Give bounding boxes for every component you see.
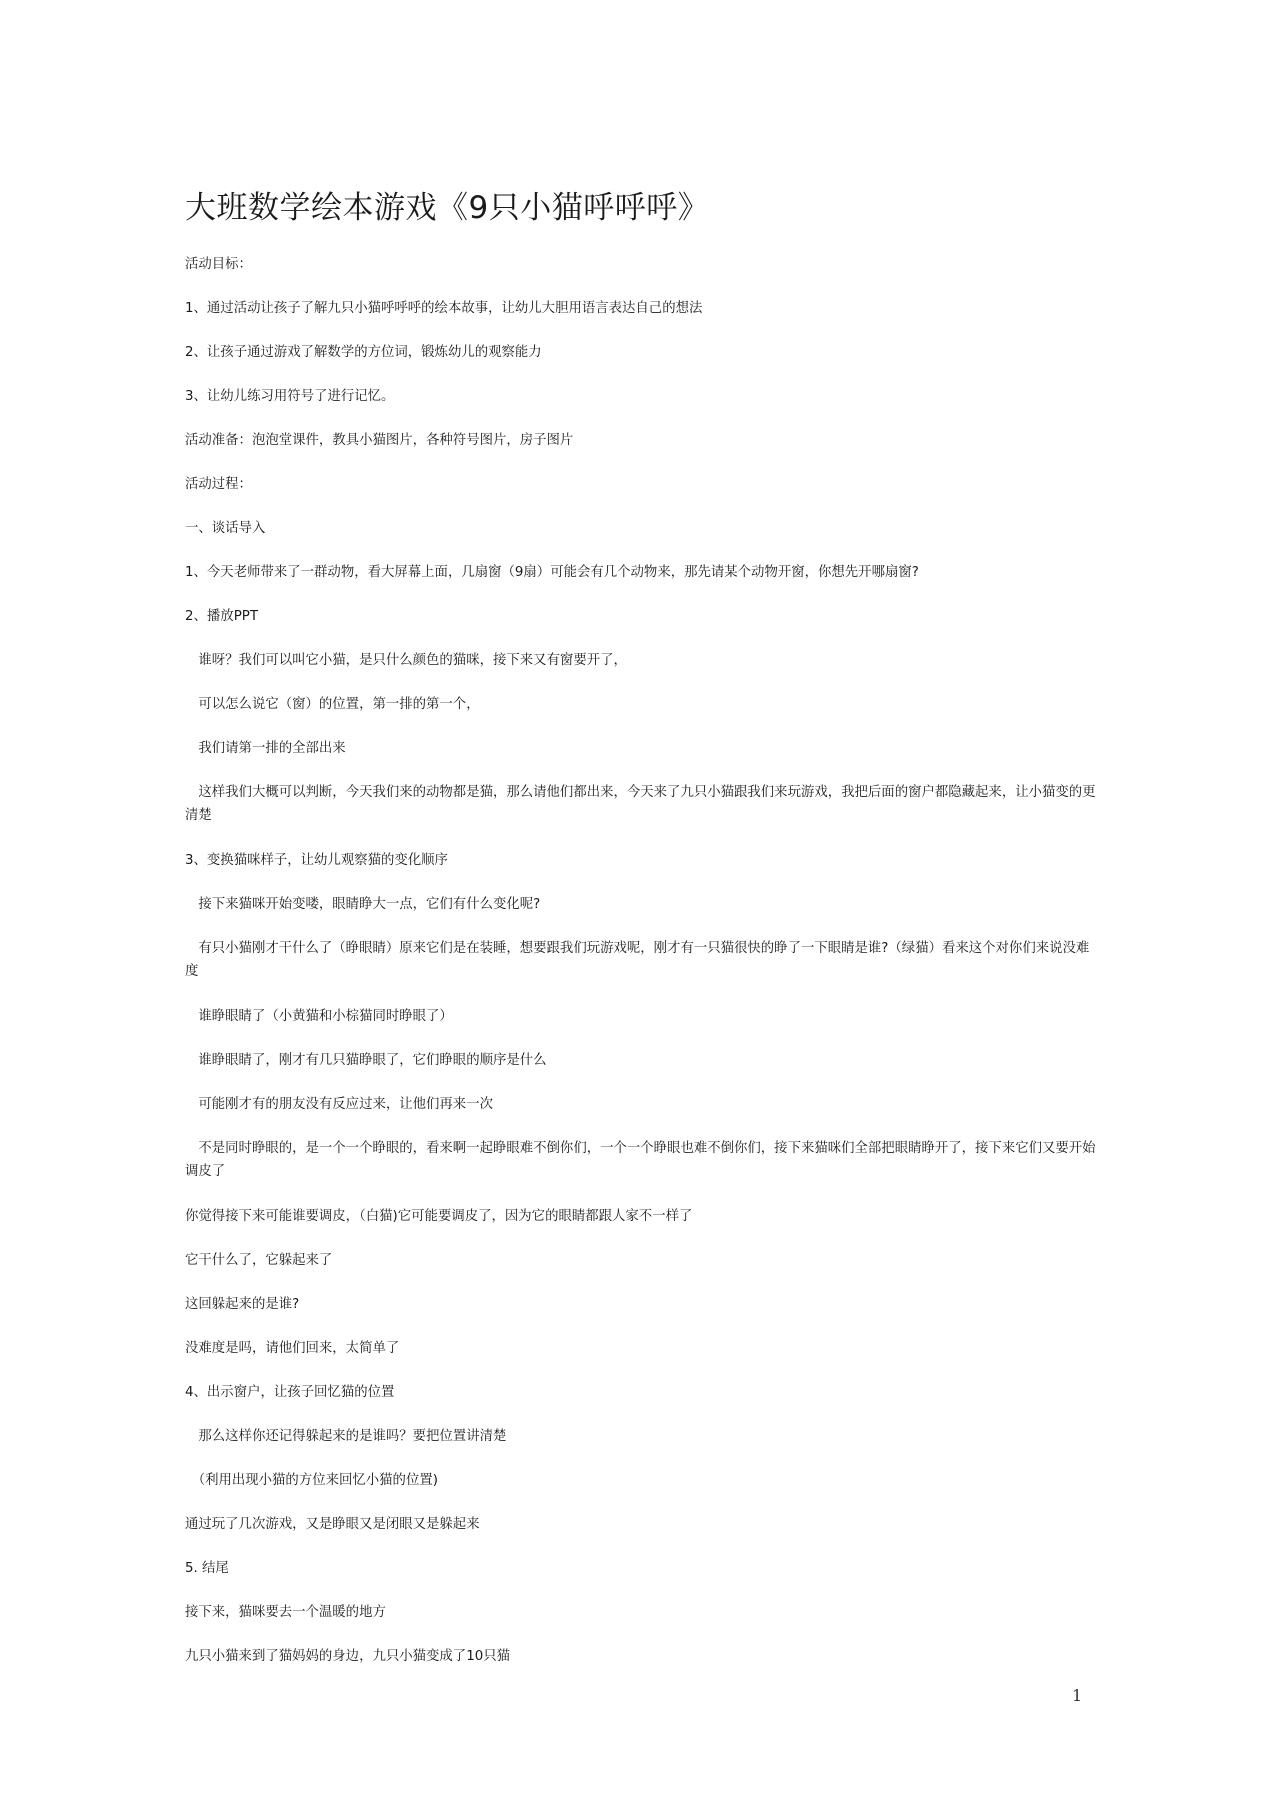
- paragraph-dialogue: 有只小猫刚才干什么了（睁眼睛）原来它们是在装睡，想要跟我们玩游戏呢，刚才有一只猫很快的睁了一下眼睛是谁?（绿猫）看来这个对你们来说没难度: [185, 941, 1090, 979]
- paragraph-goal-3: 3、让幼儿练习用符号了进行记忆。: [185, 389, 395, 404]
- page-number: 1: [1072, 1686, 1083, 1705]
- paragraph-step-3: 3、变换猫咪样子，让幼儿观察猫的变化顺序: [185, 853, 448, 868]
- paragraph-dialogue: 谁睁眼睛了，刚才有几只猫睁眼了，它们睁眼的顺序是什么: [185, 1053, 547, 1068]
- paragraph-dialogue: 可能刚才有的朋友没有反应过来，让他们再来一次: [185, 1097, 493, 1112]
- paragraph-goals-heading: 活动目标：: [185, 257, 252, 272]
- paragraph-dialogue: 谁呀？我们可以叫它小猫，是只什么颜色的猫咪，接下来又有窗要开了，: [185, 653, 627, 668]
- paragraph-dialogue: 你觉得接下来可能谁要调皮，（白猫)它可能要调皮了，因为它的眼睛都跟人家不一样了: [185, 1209, 693, 1224]
- paragraph-dialogue: 九只小猫来到了猫妈妈的身边，九只小猫变成了10只猫: [185, 1649, 511, 1664]
- paragraph-step-4: 4、出示窗户，让孩子回忆猫的位置: [185, 1385, 395, 1400]
- paragraph-dialogue: 接下来猫咪开始变喽，眼睛睁大一点，它们有什么变化呢?: [185, 897, 541, 912]
- paragraph-dialogue: 没难度是吗，请他们回来，太简单了: [185, 1341, 400, 1356]
- paragraph-preparation: 活动准备：泡泡堂课件，教具小猫图片，各种符号图片，房子图片: [185, 433, 574, 448]
- paragraph-dialogue: 谁睁眼睛了（小黄猫和小棕猫同时睁眼了）: [185, 1009, 453, 1024]
- paragraph-dialogue: 它干什么了，它躲起来了: [185, 1253, 333, 1268]
- paragraph-step-1: 1、今天老师带来了一群动物，看大屏幕上面，几扇窗（9扇）可能会有几个动物来，那先请某个动物开窗，你想先开哪扇窗?: [185, 565, 919, 580]
- paragraph-dialogue: 不是同时睁眼的，是一个一个睁眼的，看来啊一起睁眼难不倒你们，一个一个睁眼也难不倒你们，接下来猫咪们全部把眼睛睁开了，接下来它们又要开始调皮了: [185, 1141, 1096, 1179]
- paragraph-dialogue: 接下来，猫咪要去一个温暖的地方: [185, 1605, 386, 1620]
- paragraph-process-heading: 活动过程：: [185, 477, 252, 492]
- paragraph-dialogue: 这回躲起来的是谁?: [185, 1297, 300, 1312]
- paragraph-dialogue: 这样我们大概可以判断，今天我们来的动物都是猫，那么请他们都出来，今天来了九只小猫跟我们来玩游戏，我把后面的窗户都隐藏起来，让小猫变的更清楚: [185, 785, 1096, 823]
- paragraph-dialogue: 那么这样你还记得躲起来的是谁吗？要把位置讲清楚: [185, 1429, 507, 1444]
- paragraph-dialogue: 我们请第一排的全部出来: [185, 741, 346, 756]
- paragraph-dialogue: （利用出现小猫的方位来回忆小猫的位置): [185, 1473, 438, 1488]
- paragraph-section-1: 一、谈话导入: [185, 521, 266, 536]
- document-title: 大班数学绘本游戏《9只小猫呼呼呼》: [185, 190, 710, 226]
- paragraph-step-5: 5. 结尾: [185, 1561, 229, 1576]
- paragraph-dialogue: 可以怎么说它（窗）的位置，第一排的第一个，: [185, 697, 480, 712]
- paragraph-dialogue: 通过玩了几次游戏，又是睁眼又是闭眼又是躲起来: [185, 1517, 480, 1532]
- paragraph-goal-2: 2、让孩子通过游戏了解数学的方位词，锻炼幼儿的观察能力: [185, 345, 542, 360]
- paragraph-goal-1: 1、通过活动让孩子了解九只小猫呼呼呼的绘本故事，让幼儿大胆用语言表达自己的想法: [185, 301, 703, 316]
- paragraph-step-2: 2、播放PPT: [185, 609, 259, 624]
